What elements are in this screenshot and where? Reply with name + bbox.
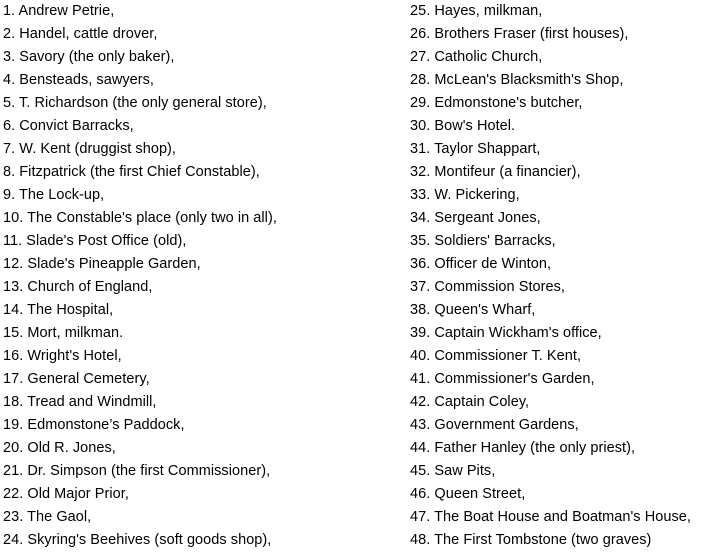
list-item: 16. Wright's Hotel, [3, 348, 122, 364]
list-item: 7. W. Kent (druggist shop), [3, 141, 177, 157]
list-item: 33. W. Pickering, [410, 187, 520, 203]
list-item: 12. Slade's Pineapple Garden, [3, 256, 201, 272]
list-item: 5. T. Richardson (the only general store), [3, 95, 267, 111]
list-item: 48. The First Tombstone (two graves) [410, 532, 652, 548]
list-item: 4. Bensteads, sawyers, [3, 72, 155, 88]
left-column [3, 0, 403, 552]
list-item: 17. General Cemetery, [3, 371, 150, 387]
list-item: 36. Officer de Winton, [410, 256, 552, 272]
list-item: 21. Dr. Simpson (the first Commissioner), [3, 463, 271, 479]
list-item: 14. The Hospital, [3, 302, 114, 318]
list-item: 18. Tread and Windmill, [3, 394, 157, 410]
list-item: 8. Fitzpatrick (the first Chief Constable), [3, 164, 260, 180]
list-item: 44. Father Hanley (the only priest), [410, 440, 636, 456]
list-item: 1. Andrew Petrie, [3, 3, 115, 19]
list-item: 27. Catholic Church, [410, 49, 543, 65]
list-item: 30. Bow's Hotel. [410, 118, 516, 134]
list-item: 2. Handel, cattle drover, [3, 26, 158, 42]
list-item: 43. Government Gardens, [410, 417, 579, 433]
list-item: 3. Savory (the only baker), [3, 49, 175, 65]
list-item: 28. McLean's Blacksmith's Shop, [410, 72, 624, 88]
list-item: 19. Edmonstone’s Paddock, [3, 417, 185, 433]
list-item: 41. Commissioner's Garden, [410, 371, 595, 387]
list-item: 26. Brothers Fraser (first houses), [410, 26, 629, 42]
list-item: 39. Captain Wickham's office, [410, 325, 602, 341]
list-item: 10. The Constable's place (only two in all), [3, 210, 277, 226]
list-item: 24. Skyring's Beehives (soft goods shop), [3, 532, 272, 548]
list-item: 35. Soldiers' Barracks, [410, 233, 556, 249]
list-item: 47. The Boat House and Boatman's House, [410, 509, 691, 525]
list-item: 31. Taylor Shappart, [410, 141, 541, 157]
list-item: 37. Commission Stores, [410, 279, 566, 295]
list-item: 45. Saw Pits, [410, 463, 496, 479]
list-item: 11. Slade's Post Office (old), [3, 233, 187, 249]
list-item: 25. Hayes, milkman, [410, 3, 543, 19]
list-item: 20. Old R. Jones, [3, 440, 116, 456]
list-item: 46. Queen Street, [410, 486, 526, 502]
list-item: 32. Montifeur (a financier), [410, 164, 581, 180]
list-item: 22. Old Major Prior, [3, 486, 129, 502]
list-item: 29. Edmonstone's butcher, [410, 95, 583, 111]
list-item: 34. Sergeant Jones, [410, 210, 541, 226]
right-column [410, 0, 716, 552]
list-item: 38. Queen's Wharf, [410, 302, 536, 318]
list-item: 23. The Gaol, [3, 509, 92, 525]
list-item: 6. Convict Barracks, [3, 118, 134, 134]
list-item: 40. Commissioner T. Kent, [410, 348, 582, 364]
list-item: 13. Church of England, [3, 279, 153, 295]
list-item: 42. Captain Coley, [410, 394, 530, 410]
list-item: 15. Mort, milkman. [3, 325, 124, 341]
list-item: 9. The Lock-up, [3, 187, 105, 203]
